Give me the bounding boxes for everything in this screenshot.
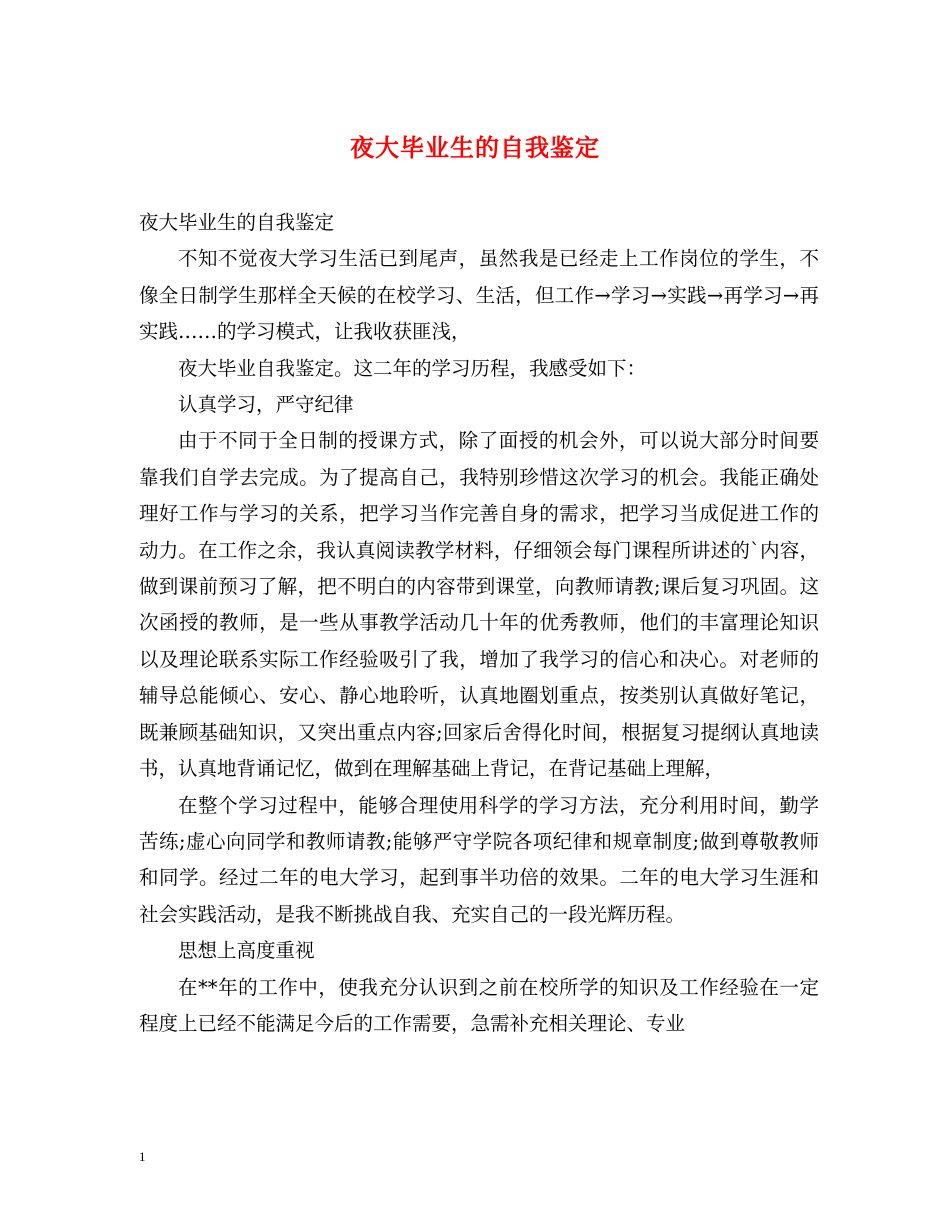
paragraph: 不知不觉夜大学习生活已到尾声，虽然我是已经走上工作岗位的学生，不像全日制学生那样全天候的在校学习、生活，但工作→学习→实践→再学习→再实践……的学习模式，让我收获匪浅， xyxy=(139,247,819,344)
document-title: 夜大毕业生的自我鉴定 xyxy=(350,133,600,162)
section-heading: 认真学习，严守纪律 xyxy=(178,393,354,417)
page-number: 1 xyxy=(139,1149,146,1164)
paragraph: 在整个学习过程中，能够合理使用科学的学习方法，充分利用时间，勤学苦练;虚心向同学和教师请教;能够严守学院各项纪律和规章制度;做到尊敬教师和同学。经过二年的电大学习，起到事半功倍的效果。二年的电大学习生涯和社会实践活动，是我不断挑战自我、充实自己的一段光辉历程。 xyxy=(139,793,819,926)
paragraph-heading: 夜大毕业生的自我鉴定 xyxy=(139,211,335,234)
paragraph: 由于不同于全日制的授课方式，除了面授的机会外，可以说大部分时间要靠我们自学去完成。为了提高自己，我特别珍惜这次学习的机会。我能正确处理好工作与学习的关系，把学习当作完善自身的需求，把学习当成促进工作的动力。在工作之余，我认真阅读教学材料，仔细领会每门课程所讲述的`内容，做到课前预习了解，把不明白的内容带到课堂，向教师请教;课后复习巩固。这次函授的教师，是一些从事教学活动几十年的优秀教师，他们的丰富理论知识以及理论联系实际工作经验吸引了我，增加了我学习的信心和决心。对老师的辅导总能倾心、安心、静心地聆听，认真地圈划重点，按类别认真做好笔记，既兼顾基础知识，又突出重点内容;回家后舍得化时间，根据复习提纲认真地读书，认真地背诵记忆，做到在理解基础上背记，在背记基础上理解， xyxy=(139,429,819,781)
paragraph: 夜大毕业自我鉴定。这二年的学习历程，我感受如下： xyxy=(178,356,647,380)
section-heading: 思想上高度重视 xyxy=(178,939,315,963)
document-body xyxy=(139,205,819,1042)
paragraph: 在**年的工作中，使我充分认识到之前在校所学的知识及工作经验在一定程度上已经不能满足今后的工作需要，急需补充相关理论、专业 xyxy=(139,975,819,1035)
